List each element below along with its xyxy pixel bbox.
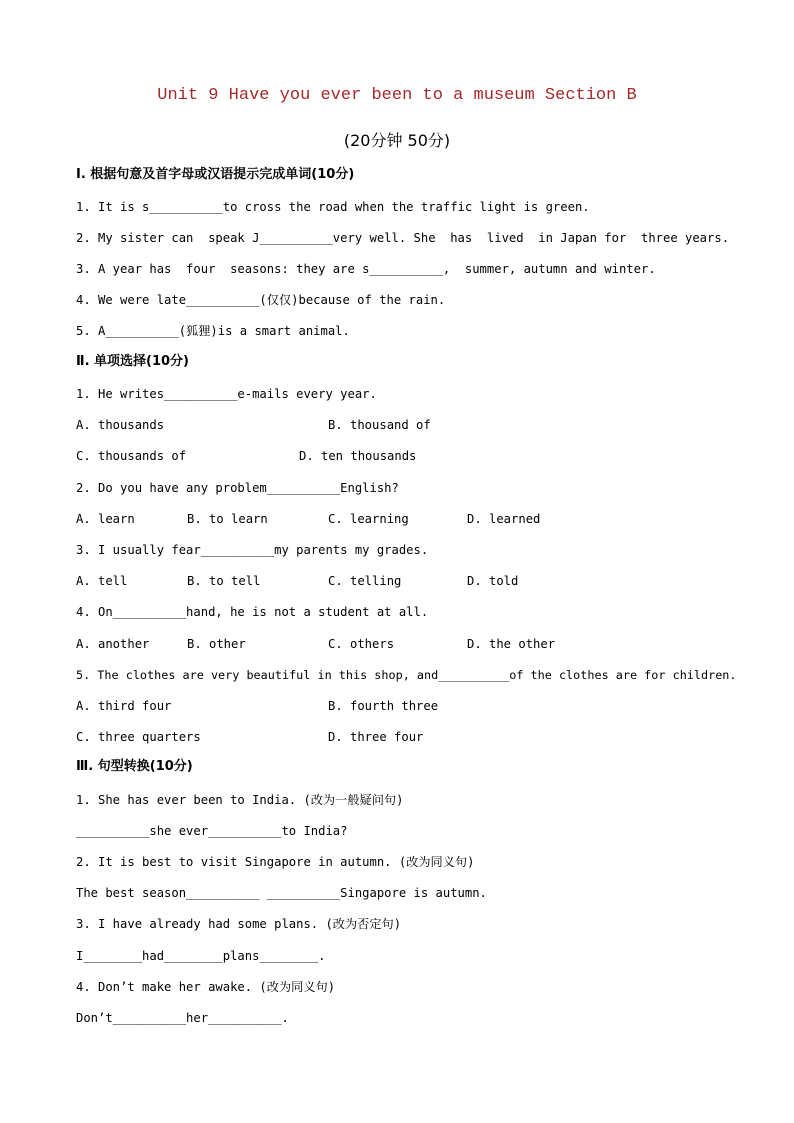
page-title: Unit 9 Have you ever been to a museum Section B (157, 86, 637, 105)
s1-question-2: 2. My sister can speak J__________very well. She has lived in Japan for three years. (76, 231, 730, 245)
s2-q4-option-a: A. another (76, 637, 150, 651)
section-3-heading: Ⅲ. 句型转换(10分) (76, 759, 193, 774)
s2-q4-stem: 4. On__________hand, he is not a student at all. (76, 605, 429, 619)
s2-q3-option-d: D. told (467, 574, 519, 588)
s2-q5-option-b: B. fourth three (328, 699, 439, 713)
s2-q2-option-b: B. to learn (187, 512, 268, 526)
s2-q4-option-d: D. the other (467, 637, 556, 651)
s1-question-5: 5. A__________(狐狸)is a smart animal. (76, 324, 350, 338)
s1-question-3: 3. A year has four seasons: they are s__________, summer, autumn and winter. (76, 262, 656, 276)
s2-q2-option-d: D. learned (467, 512, 541, 526)
s2-q2-option-c: C. learning (328, 512, 409, 526)
s2-q4-option-c: C. others (328, 637, 395, 651)
s2-q5-option-c: C. three quarters (76, 730, 201, 744)
s3-q1-prompt: 1. She has ever been to India. (改为一般疑问句) (76, 793, 404, 807)
s3-q2-prompt: 2. It is best to visit Singapore in autumn. (改为同义句) (76, 855, 475, 869)
s2-q5-option-a: A. third four (76, 699, 172, 713)
s2-q1-option-b: B. thousand of (328, 418, 431, 432)
s2-q1-option-d: D. ten thousands (299, 449, 417, 463)
s2-q2-option-a: A. learn (76, 512, 135, 526)
s2-q5-stem: 5. The clothes are very beautiful in this shop, and__________of the clothes are for children. (76, 668, 737, 682)
s2-q3-stem: 3. I usually fear__________my parents my grades. (76, 543, 429, 557)
s3-q3-prompt: 3. I have already had some plans. (改为否定句) (76, 917, 402, 931)
s1-question-4: 4. We were late__________(仅仅)because of the rain. (76, 293, 446, 307)
s2-q5-option-d: D. three four (328, 730, 424, 744)
s2-q1-option-a: A. thousands (76, 418, 165, 432)
s3-q3-answer: I________had________plans________. (76, 949, 326, 963)
s3-q4-prompt: 4. Don’t make her awake. (改为同义句) (76, 980, 336, 994)
s2-q1-option-c: C. thousands of (76, 449, 187, 463)
s3-q4-answer: Don’t__________her__________. (76, 1011, 289, 1025)
s2-q2-stem: 2. Do you have any problem__________English? (76, 481, 399, 495)
s1-question-1: 1. It is s__________to cross the road when the traffic light is green. (76, 200, 590, 214)
s3-q2-answer: The best season__________ __________Singapore is autumn. (76, 886, 487, 900)
s2-q3-option-b: B. to tell (187, 574, 261, 588)
s2-q4-option-b: B. other (187, 637, 246, 651)
section-1-heading: Ⅰ. 根据句意及首字母或汉语提示完成单词(10分) (76, 167, 355, 182)
s2-q3-option-a: A. tell (76, 574, 128, 588)
s2-q1-stem: 1. He writes__________e-mails every year. (76, 387, 377, 401)
s2-q3-option-c: C. telling (328, 574, 402, 588)
section-2-heading: Ⅱ. 单项选择(10分) (76, 354, 190, 369)
page-subtitle: (20分钟 50分) (343, 131, 451, 150)
s3-q1-answer: __________she ever__________to India? (76, 824, 348, 838)
